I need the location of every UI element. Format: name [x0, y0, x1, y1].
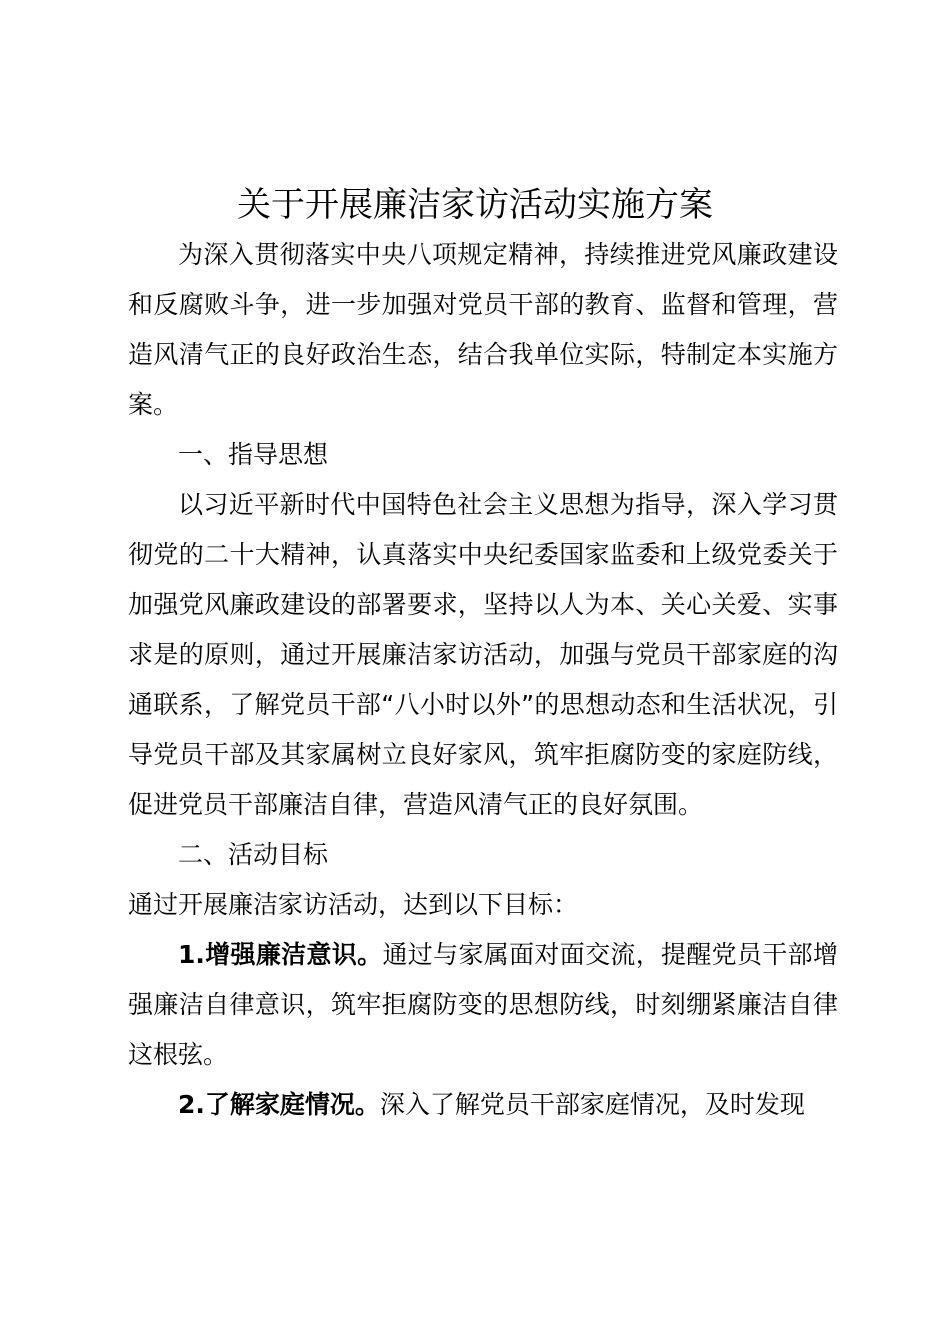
goal-item-2-label: 2.了解家庭情况。: [178, 1090, 380, 1119]
document-title: 关于开展廉洁家访活动实施方案: [237, 185, 713, 225]
document-body: [128, 230, 838, 1130]
goal-item-1-text: 通过与家属面对面交流，提醒党员干部增强廉洁自律意识，筑牢拒腐防变的思想防线，时刻绷紧廉洁自律这根弦。: [128, 940, 838, 1069]
section-heading-guiding-ideology: 一、指导思想: [178, 440, 329, 469]
intro-paragraph: 为深入贯彻落实中央八项规定精神，持续推进党风廉政建设和反腐败斗争，进一步加强对党员干部的教育、监督和管理，营造风清气正的良好政治生态，结合我单位实际，特制定本实施方案。: [128, 240, 838, 419]
goal-item-2-text: 深入了解党员干部家庭情况，及时发现: [379, 1090, 805, 1119]
activity-goals-lead: 通过开展廉洁家访活动，达到以下目标：: [128, 890, 579, 919]
goal-item-2: [128, 1080, 838, 1130]
goal-item-1: [128, 930, 838, 1080]
guiding-ideology-paragraph: 以习近平新时代中国特色社会主义思想为指导，深入学习贯彻党的二十大精神，认真落实中央纪委国家监委和上级党委关于加强党风廉政建设的部署要求，坚持以人为本、关心关爱、实事求是的原则，通过开展廉洁家访活动，加强与党员干部家庭的沟通联系，了解党员干部“八小时以外”的思想动态和生活状况，引导党员干部及其家属树立良好家风，筑牢拒腐防变的家庭防线，促进党员干部廉洁自律，营造风清气正的良好氛围。: [128, 490, 838, 819]
goal-item-1-label: 1.增强廉洁意识。: [178, 940, 383, 969]
section-heading-activity-goals: 二、活动目标: [178, 840, 329, 869]
